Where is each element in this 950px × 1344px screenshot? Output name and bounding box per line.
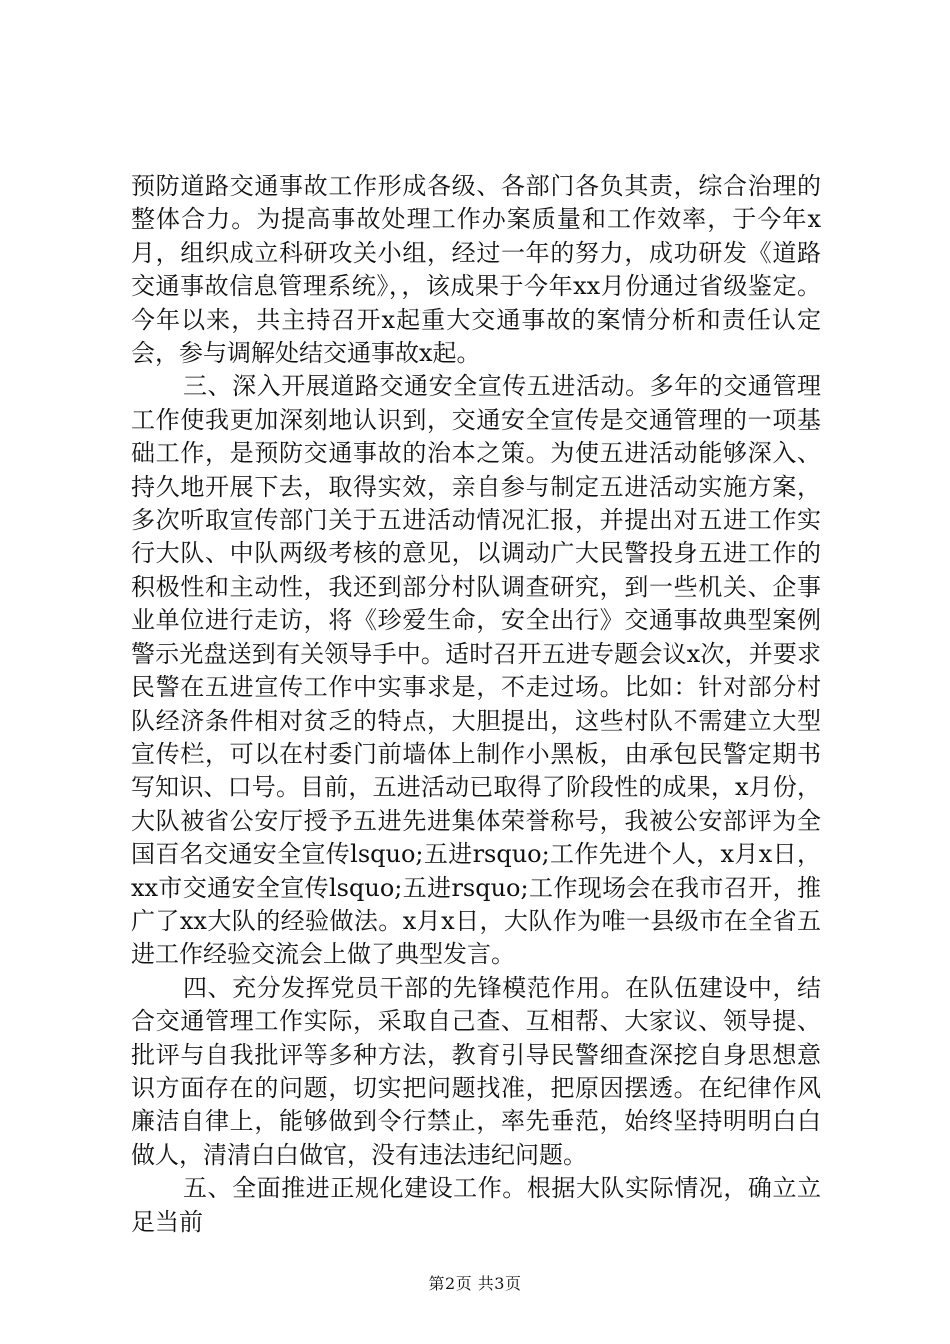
- paragraph-section-five: 五、全面推进正规化建设工作。根据大队实际情况，确立立足当前: [131, 1174, 821, 1236]
- page-number-footer: 第2页 共3页: [428, 1274, 522, 1293]
- paragraph-continuation: 预防道路交通事故工作形成各级、各部门各负其责，综合治理的整体合力。为提高事故处理工作办案质量和工作效率，于今年x月，组织成立科研攻关小组，经过一年的努力，成功研发《道路交通事故信息管理系统》，，该成果于今年xx月份通过省级鉴定。今年以来，共主持召开x起重大交通事故的案情分析和责任认定会，参与调解处结交通事故x起。: [131, 172, 821, 368]
- paragraph-section-four: 四、充分发挥党员干部的先锋模范作用。在队伍建设中，结合交通管理工作实际，采取自己查、互相帮、大家议、领导提、批评与自我批评等多种方法，教育引导民警细查深挖自身思想意识方面存在的问题，切实把问题找准，把原因摆透。在纪律作风廉洁自律上，能够做到令行禁止，率先垂范，始终坚持明明白白做人，清清白白做官，没有违法违纪问题。: [131, 973, 821, 1169]
- document-body: [131, 170, 821, 1239]
- paragraph-section-three: 三、深入开展道路交通安全宣传五进活动。多年的交通管理工作使我更加深刻地认识到，交通安全宣传是交通管理的一项基础工作，是预防交通事故的治本之策。为使五进活动能够深入、持久地开展下去，取得实效，亲自参与制定五进活动实施方案，多次听取宣传部门关于五进活动情况汇报，并提出对五进工作实行大队、中队两级考核的意见，以调动广大民警投身五进工作的积极性和主动性，我还到部分村队调查研究，到一些机关、企事业单位进行走访，将《珍爱生命，安全出行》交通事故典型案例警示光盘送到有关领导手中。适时召开五进专题会议x次，并要求民警在五进宣传工作中实事求是，不走过场。比如：针对部分村队经济条件相对贫乏的特点，大胆提出，这些村队不需建立大型宣传栏，可以在村委门前墙体上制作小黑板，由承包民警定期书写知识、口号。目前，五进活动已取得了阶段性的成果，x月份，大队被省公安厅授予五进先进集体荣誉称号，我被公安部评为全国百名交通安全宣传lsquo;五进rsquo;工作先进个人，x月x日，xx市交通安全宣传lsquo;五进rsquo;工作现场会在我市召开，推广了xx大队的经验做法。x月x日，大队作为唯一县级市在全省五进工作经验交流会上做了典型发言。: [131, 372, 821, 969]
